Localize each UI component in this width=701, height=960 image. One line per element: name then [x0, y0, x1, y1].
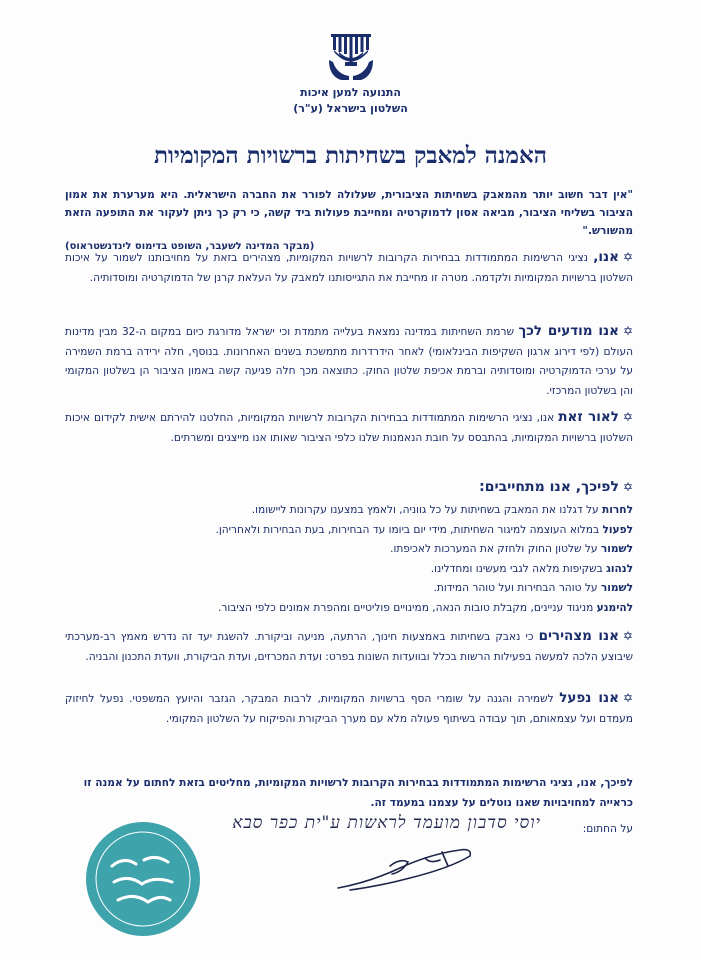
- star-of-david-icon: ✡: [622, 324, 633, 338]
- paragraph-lead: אנו,: [593, 249, 619, 265]
- list-item: [65, 599, 633, 619]
- paragraph-we: [65, 248, 633, 288]
- list-item: [65, 501, 633, 521]
- paragraph-lead: אנו מודעים לכך: [518, 323, 619, 339]
- document-title: האמנה למאבק בשחיתות ברשויות המקומיות: [154, 142, 547, 169]
- commitment-text: על דגלנו את המאבק בשחיתות על כל גווניה, ולאמץ במצענו עקרונות ליישומו.: [251, 504, 599, 516]
- org-name-line2: השלטון בישראל (ע"ר): [293, 102, 408, 115]
- signatories-label: על החתום:: [582, 823, 633, 835]
- paragraph-text: נציגי הרשימות המתמודדות בבחירות הקרובות לרשויות המקומיות, מצהירים בזאת על מחויבותנו לשמור על איכות השלטון ברשויות המקומיות ולקדמה. מטרה זו מחייבת את התגייסותנו למאבק על העלאת קרנן של הדמוקרטיה ומוסדותיה.: [65, 252, 633, 284]
- menorah-hands-logo-icon: [327, 32, 375, 84]
- commitment-verb: לפעול: [602, 523, 633, 536]
- paragraph-act: [65, 689, 633, 729]
- commitments-heading: [479, 479, 633, 495]
- commitments-list: [65, 501, 633, 618]
- commitment-text: במלוא העוצמה למיגור השחיתות, מידי יום ביומו עד הבחירות, בעת הבחירות ולאחריהן.: [215, 523, 600, 536]
- letterhead: [0, 32, 701, 116]
- handwritten-signatory-name: יוסי סדבון מועמד לראשות ע"ית כפר סבא: [232, 813, 541, 833]
- paragraph-declare: [65, 627, 633, 667]
- star-of-david-icon: ✡: [622, 410, 633, 424]
- star-of-david-icon: ✡: [622, 629, 633, 643]
- commitment-verb: לחרות: [602, 504, 633, 516]
- paragraph-text: לשמירה והגנה על שומרי הסף ברשויות המקומיות, לרבות המבקר, הגזבר והיועץ המשפטי. נפעל לחיזוק מעמדם ועל עצמאותם, תוך עבודה בשיתוף פעולה מלא עם מערך הביקורת והפיקוח על השלטון המקומי.: [65, 693, 633, 725]
- org-name-line1: התנועה למען איכות: [300, 86, 401, 99]
- commitment-verb: לנהוג: [606, 562, 633, 575]
- commitment-verb: להימנע: [596, 601, 633, 614]
- paragraph-lead: אנו מצהירים: [538, 628, 619, 644]
- paragraph-text: אנו, נציגי הרשימות המתמודדות בבחירות הקרובות לרשויות המקומיות, החלטנו להירתם אישית לקידום איכות השלטון ברשויות המקומיות, בהתבסס על חובת הנאמנות שלנו כלפי הציבור שאותו אנו מייצגים ומשרתים.: [65, 412, 633, 444]
- commitment-text: על טוהר הבחירות ועל טוהר המידות.: [433, 582, 598, 594]
- commitment-text: מניגוד עניינים, מקבלת טובות הנאה, ממינויים פוליטיים ומהפרת אמונים כלפי הציבור.: [217, 601, 594, 614]
- list-item: [65, 579, 633, 599]
- paragraph-text: כי נאבק בשחיתות באמצעות חינוך, הרתעה, מניעה וביקורת. להשגת יעד זה נדרש מאמץ רב-מערכתי שיבוצע הלכה למעשה בפעילות הרשות בכלל ובוועדות השונות בפרט: ועדת המכרזים, ועדת הביקורת, וועדת התכנון והבניה.: [65, 631, 633, 663]
- commitment-text: על שלטון החוק ולחזק את המערכות לאכיפתו.: [390, 543, 598, 555]
- paragraph-lead: אנו נפעל: [559, 690, 619, 706]
- campaign-stamp-icon: [84, 820, 202, 938]
- paragraph-text: שרמת השחיתות במדינה נמצאת בעלייה מתמדת וכי ישראל מדורגת כיום במקום ה-32 מבין מדינות העולם (לפי דירוג ארגון השקיפות הבינלאומי) לאחר הידרדרות מתמשכת בשנים האחרונות. בנוסף, חלה ירידה ברמת השמירה על ערכי הדמוקרטיה ומוסדותיה וברמת אכיפת שלטון החוק. כתוצאה מכך חלה פגיעה קשה באמון הציבור הן בשלטון המקומי והן בשלטון המרכזי.: [65, 326, 633, 397]
- star-of-david-icon: ✡: [622, 691, 633, 705]
- list-item: [65, 540, 633, 560]
- commitment-verb: לשמור: [600, 543, 633, 555]
- paragraph-lead: לאור זאת: [558, 409, 619, 425]
- star-of-david-icon: ✡: [622, 250, 633, 264]
- opening-quote: [65, 186, 633, 256]
- quote-text: "אין דבר חשוב יותר מהמאבק בשחיתות הציבורית, שעלולה לפורר את החברה הישראלית. היא מערערת את אמון הציבור בשליחי הציבור, מביאה אסון לדמוקרטיה ומחייבת פעולות ביד קשה, כי רק כך ניתן לעקור את התופעה הזאת מהשורש.": [65, 189, 633, 237]
- closing-statement: לפיכך, אנו, נציגי הרשימות המתמודדות בבחירות הקרובות לרשויות המקומיות, מחליטים בזאת לחתום על אמנה זו כראייה למחויבויות שאנו נוטלים על עצמנו במעמד זה.: [83, 777, 633, 809]
- paragraph-therefore: [65, 408, 633, 448]
- signature-scribble-icon: [330, 838, 480, 898]
- commitment-verb: לשמור: [600, 582, 633, 594]
- list-item: [65, 521, 633, 541]
- commitment-text: בשקיפות מלאה לגבי מעשינו ומחדלינו.: [430, 562, 603, 575]
- quote-source: (מבקר המדינה לשעבר, השופט בדימוס לינדנשטראוס): [65, 241, 315, 252]
- paragraph-aware: [65, 322, 633, 401]
- list-item: [65, 560, 633, 580]
- commitments-heading-text: לפיכך, אנו מתחייבים:: [479, 479, 619, 495]
- star-of-david-icon: ✡: [622, 480, 633, 494]
